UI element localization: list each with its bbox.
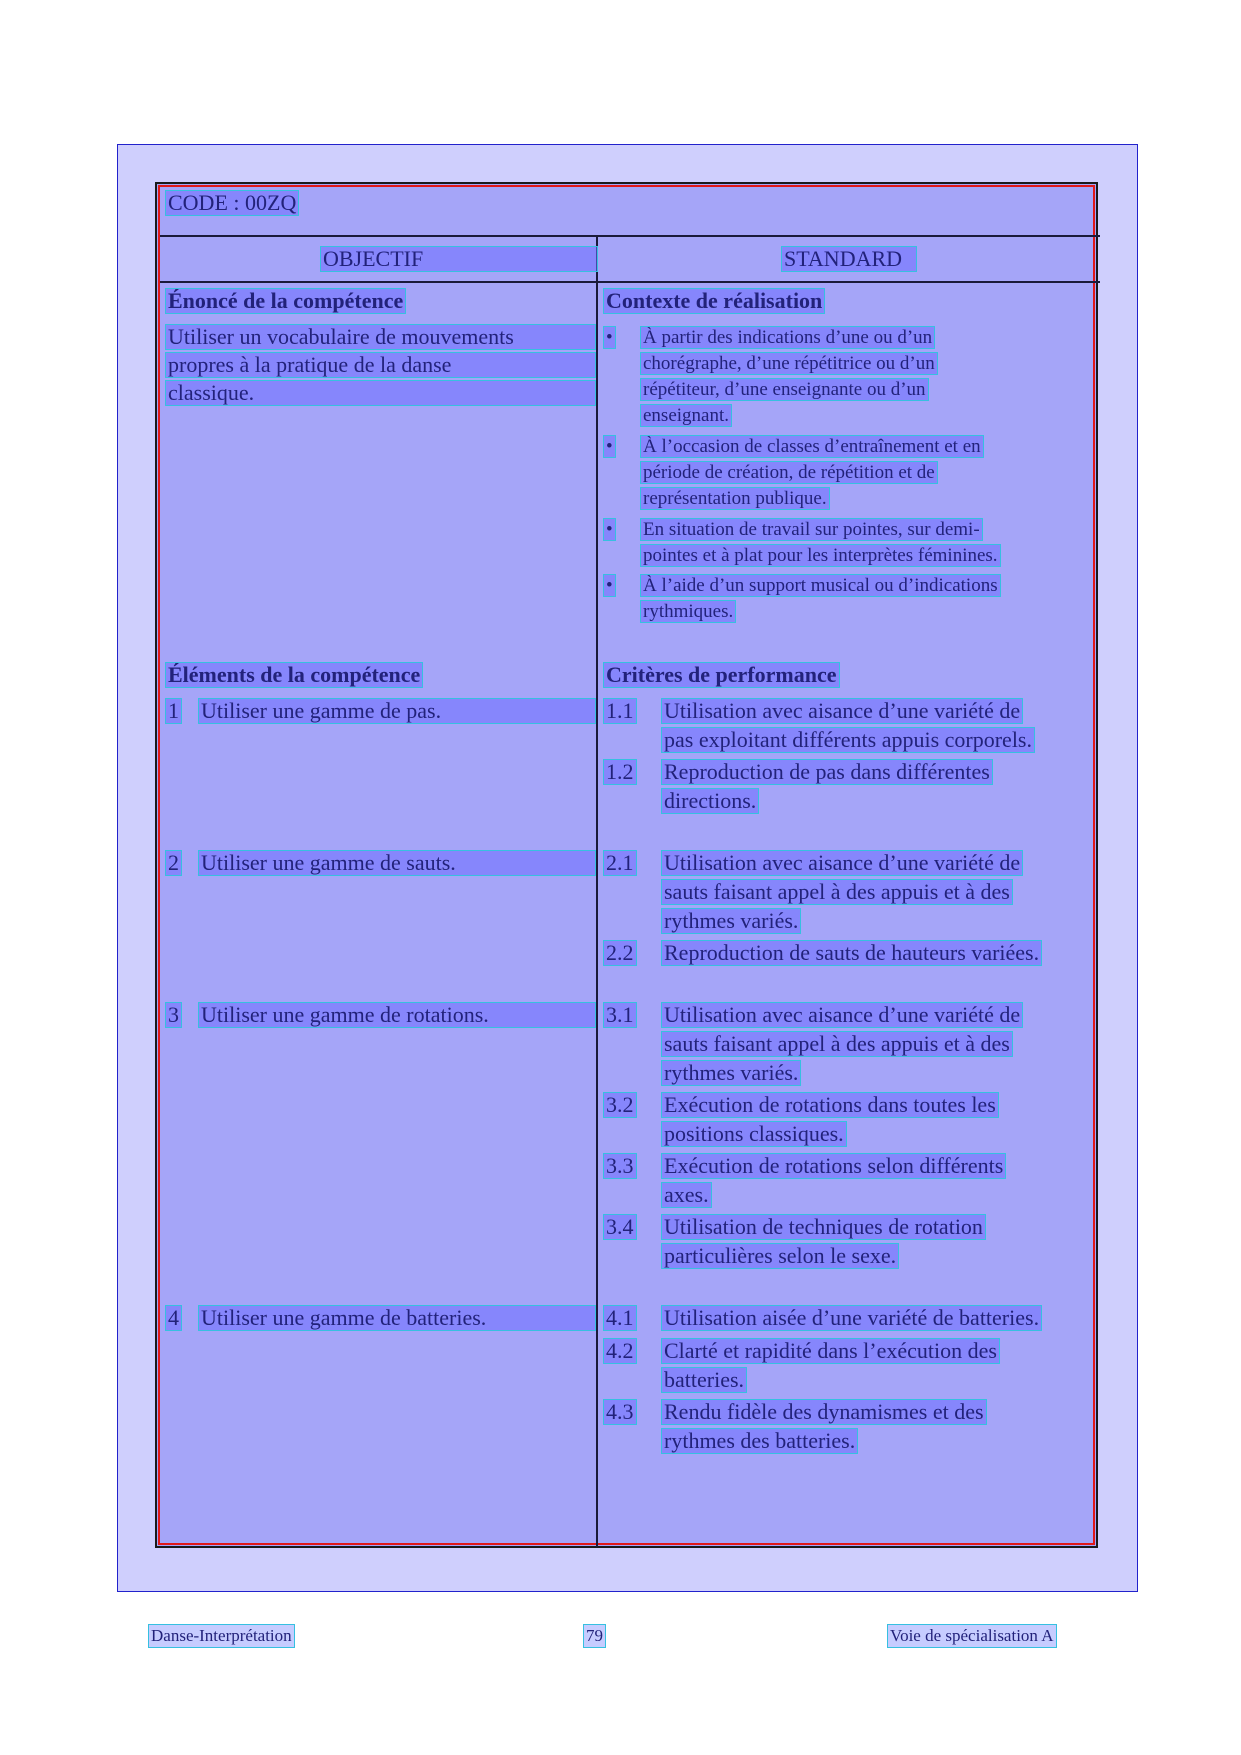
critere-number: 4.3 bbox=[606, 1399, 634, 1424]
element-number: 2 bbox=[168, 850, 179, 875]
critere-line: Utilisation aisée d’une variété de batteries. bbox=[664, 1305, 1040, 1330]
critere-number: 1.2 bbox=[606, 759, 634, 784]
critere-line: rythmes variés. bbox=[664, 908, 799, 933]
contexte-item-line: représentation publique. bbox=[643, 488, 827, 509]
contexte-item-line: À l’occasion de classes d’entraînement et en bbox=[643, 436, 981, 457]
code-label: CODE : 00ZQ bbox=[168, 190, 297, 215]
critere-line: Reproduction de pas dans différentes bbox=[664, 759, 990, 784]
critere-number: 3.1 bbox=[606, 1002, 634, 1027]
critere-line: Clarté et rapidité dans l’exécution des bbox=[664, 1338, 997, 1363]
critere-line: directions. bbox=[664, 788, 757, 813]
footer-right: Voie de spécialisation A bbox=[890, 1626, 1054, 1645]
critere-line: Utilisation avec aisance d’une variété de bbox=[664, 1002, 1021, 1027]
element-number: 1 bbox=[168, 698, 179, 723]
critere-line: axes. bbox=[664, 1182, 709, 1207]
critere-number: 4.2 bbox=[606, 1338, 634, 1363]
contexte-bullet: • bbox=[606, 436, 613, 457]
critere-line: pas exploitant différents appuis corporels. bbox=[664, 727, 1032, 752]
critere-line: batteries. bbox=[664, 1367, 745, 1392]
column-divider bbox=[596, 236, 598, 1547]
critere-line: Reproduction de sauts de hauteurs variées. bbox=[664, 940, 1040, 965]
contexte-item-line: pointes et à plat pour les interprètes féminines. bbox=[643, 545, 998, 566]
contexte-item-line: À l’aide d’un support musical ou d’indications bbox=[643, 575, 998, 596]
critere-line: positions classiques. bbox=[664, 1121, 844, 1146]
element-number: 4 bbox=[168, 1305, 179, 1330]
enonce-line: Utiliser un vocabulaire de mouvements bbox=[166, 325, 595, 349]
critere-line: Exécution de rotations selon différents bbox=[664, 1153, 1004, 1178]
critere-line: Utilisation de techniques de rotation bbox=[664, 1214, 983, 1239]
contexte-title: Contexte de réalisation bbox=[606, 288, 823, 313]
element-text: Utiliser une gamme de batteries. bbox=[199, 1306, 595, 1330]
critere-line: Rendu fidèle des dynamismes et des bbox=[664, 1399, 984, 1424]
critere-number: 4.1 bbox=[606, 1305, 634, 1330]
contexte-item-line: À partir des indications d’une ou d’un bbox=[643, 327, 933, 348]
critere-line: particulières selon le sexe. bbox=[664, 1243, 897, 1268]
contexte-bullet: • bbox=[606, 327, 613, 348]
critere-line: rythmes variés. bbox=[664, 1060, 799, 1085]
footer-left: Danse-Interprétation bbox=[151, 1626, 292, 1645]
criteres-title: Critères de performance bbox=[606, 662, 837, 687]
critere-number: 2.2 bbox=[606, 940, 634, 965]
contexte-item-line: période de création, de répétition et de bbox=[643, 462, 935, 483]
element-number: 3 bbox=[168, 1002, 179, 1027]
critere-line: Utilisation avec aisance d’une variété de bbox=[664, 850, 1021, 875]
critere-line: Exécution de rotations dans toutes les bbox=[664, 1092, 996, 1117]
enonce-line: propres à la pratique de la danse bbox=[166, 353, 595, 377]
elements-title: Éléments de la compétence bbox=[168, 662, 421, 687]
contexte-item-line: chorégraphe, d’une répétitrice ou d’un bbox=[643, 353, 935, 374]
critere-number: 3.4 bbox=[606, 1214, 634, 1239]
critere-number: 1.1 bbox=[606, 698, 634, 723]
header-standard: STANDARD bbox=[782, 247, 916, 271]
critere-line: sauts faisant appel à des appuis et à des bbox=[664, 1031, 1010, 1056]
contexte-bullet: • bbox=[606, 519, 613, 540]
contexte-item-line: enseignant. bbox=[643, 405, 730, 426]
critere-number: 3.2 bbox=[606, 1092, 634, 1117]
contexte-item-line: En situation de travail sur pointes, sur demi- bbox=[643, 519, 980, 540]
critere-line: rythmes des batteries. bbox=[664, 1428, 856, 1453]
enonce-line: classique. bbox=[166, 381, 595, 405]
critere-number: 3.3 bbox=[606, 1153, 634, 1178]
critere-line: sauts faisant appel à des appuis et à des bbox=[664, 879, 1010, 904]
element-text: Utiliser une gamme de pas. bbox=[199, 699, 595, 723]
divider-after-code bbox=[160, 235, 1100, 237]
contexte-item-line: répétiteur, d’une enseignante ou d’un bbox=[643, 379, 926, 400]
contexte-item-line: rythmiques. bbox=[643, 601, 734, 622]
critere-line: Utilisation avec aisance d’une variété de bbox=[664, 698, 1021, 723]
enonce-title: Énoncé de la compétence bbox=[168, 288, 404, 313]
contexte-bullet: • bbox=[606, 575, 613, 596]
footer-page-number: 79 bbox=[586, 1626, 603, 1645]
element-text: Utiliser une gamme de rotations. bbox=[199, 1003, 595, 1027]
element-text: Utiliser une gamme de sauts. bbox=[199, 851, 595, 875]
divider-after-headers bbox=[160, 281, 1100, 283]
critere-number: 2.1 bbox=[606, 850, 634, 875]
header-objectif: OBJECTIF bbox=[321, 247, 597, 271]
